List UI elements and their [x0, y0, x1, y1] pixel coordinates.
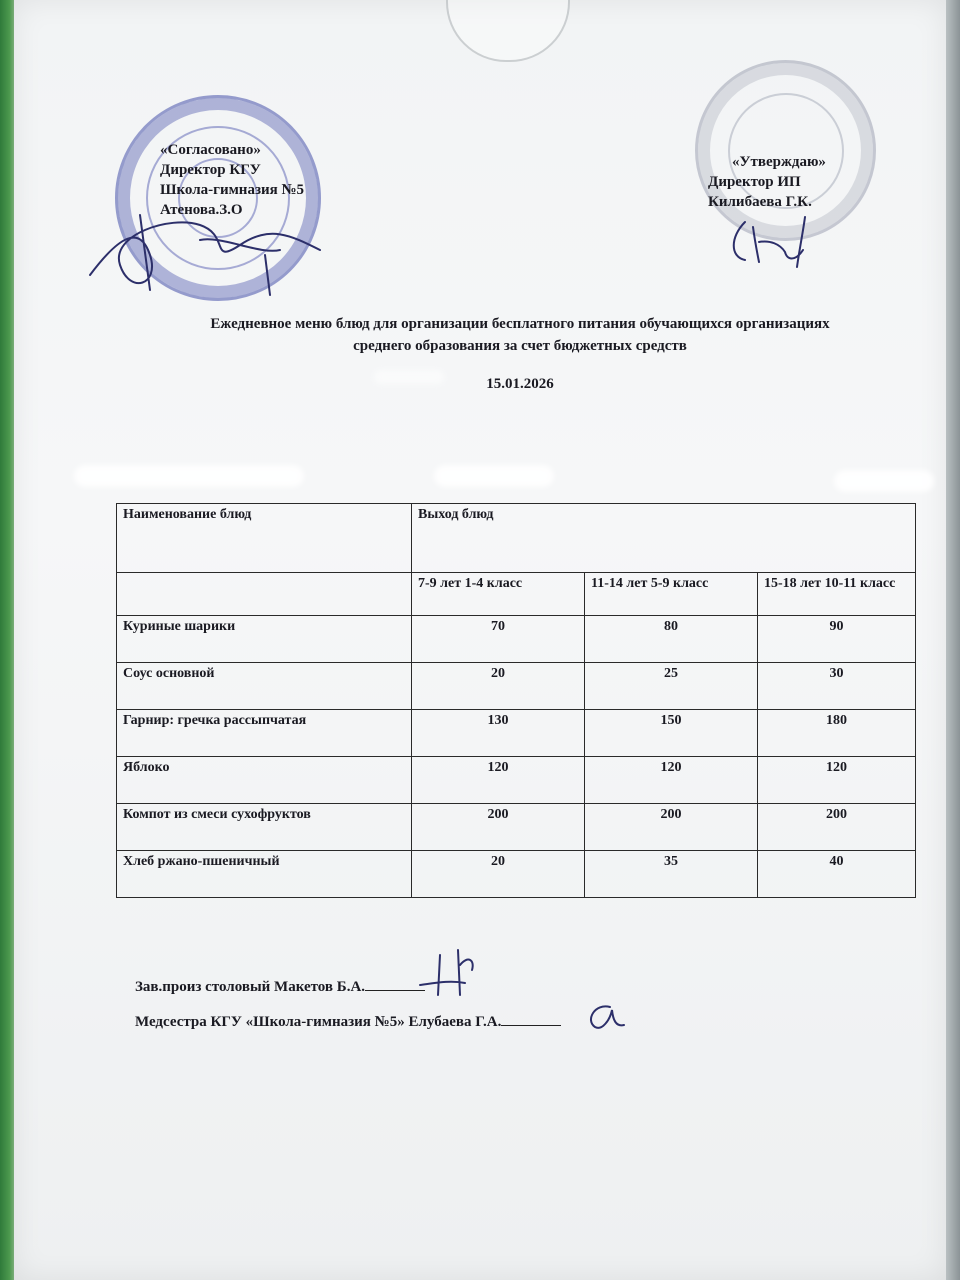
dish-name: Куриные шарики	[117, 616, 412, 663]
signature-cook	[410, 945, 490, 1005]
title-line-2: среднего образования за счет бюджетных средств	[353, 338, 687, 354]
glare	[74, 465, 304, 487]
approval-right-position: Директор ИП	[708, 174, 801, 190]
title-line-1: Ежедневное меню блюд для организации бесплатного питания обучающихся организациях	[210, 316, 830, 332]
dish-name: Хлеб ржано-пшеничный	[117, 851, 412, 898]
portion-11-14: 80	[585, 616, 758, 663]
header-output: Выход блюд	[412, 504, 916, 573]
portion-11-14: 25	[585, 663, 758, 710]
portion-15-18: 180	[758, 710, 916, 757]
approval-right-person: Килибаева Г.К.	[708, 194, 812, 210]
signature-right	[725, 212, 825, 272]
table-row	[117, 851, 916, 898]
approval-left-label: «Согласовано»	[160, 142, 261, 158]
punch-hole	[446, 0, 570, 62]
document-date: 15.01.2026	[486, 376, 554, 392]
footer-cook-text: Зав.произ столовый Макетов Б.А.	[135, 979, 366, 995]
approval-left-person: Атенова.З.О	[160, 202, 243, 218]
portion-15-18: 120	[758, 757, 916, 804]
portion-15-18: 30	[758, 663, 916, 710]
signature-nurse	[580, 995, 630, 1035]
approval-left-org: Школа-гимназия №5	[160, 182, 305, 198]
header-dish-name: Наименование блюд	[117, 504, 412, 573]
approval-left-position: Директор КГУ	[160, 162, 261, 178]
signature-left	[80, 195, 340, 305]
footer-cook	[135, 978, 425, 996]
portion-7-9: 120	[412, 757, 585, 804]
portion-7-9: 20	[412, 851, 585, 898]
approval-right	[708, 152, 826, 212]
glare	[834, 470, 934, 492]
glare	[434, 465, 554, 487]
portion-11-14: 35	[585, 851, 758, 898]
menu-table	[116, 503, 916, 898]
portion-11-14: 120	[585, 757, 758, 804]
table-row	[117, 804, 916, 851]
age-group-row	[117, 573, 916, 616]
age-group-2: 11-14 лет 5-9 класс	[585, 573, 758, 616]
footer-nurse	[135, 1013, 561, 1031]
background-right-edge	[946, 0, 960, 1280]
portion-11-14: 200	[585, 804, 758, 851]
portion-15-18: 40	[758, 851, 916, 898]
portion-7-9: 130	[412, 710, 585, 757]
portion-7-9: 20	[412, 663, 585, 710]
table-row	[117, 663, 916, 710]
dish-name: Яблоко	[117, 757, 412, 804]
age-group-1: 7-9 лет 1-4 класс	[412, 573, 585, 616]
table-header-row	[117, 504, 916, 573]
age-group-3: 15-18 лет 10-11 класс	[758, 573, 916, 616]
portion-15-18: 200	[758, 804, 916, 851]
portion-11-14: 150	[585, 710, 758, 757]
dish-name: Компот из смеси сухофруктов	[117, 804, 412, 851]
approval-right-label: «Утверждаю»	[732, 154, 826, 170]
footer-nurse-text: Медсестра КГУ «Школа-гимназия №5» Елубаева Г.А.	[135, 1014, 502, 1030]
table-row	[117, 710, 916, 757]
dish-name: Гарнир: гречка рассыпчатая	[117, 710, 412, 757]
signature-line	[501, 1013, 561, 1026]
portion-15-18: 90	[758, 616, 916, 663]
table-row	[117, 616, 916, 663]
document-title	[120, 313, 920, 357]
portion-7-9: 200	[412, 804, 585, 851]
portion-7-9: 70	[412, 616, 585, 663]
dish-name: Соус основной	[117, 663, 412, 710]
table-row	[117, 757, 916, 804]
age-group-empty-cell	[117, 573, 412, 616]
